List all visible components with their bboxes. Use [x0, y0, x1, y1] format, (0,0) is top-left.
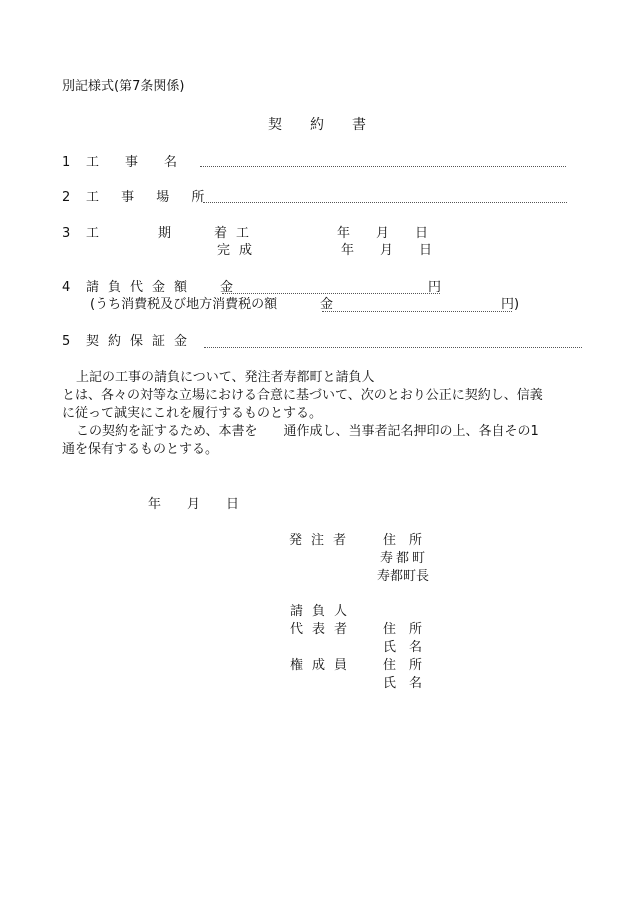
item-number-3: 3 — [62, 226, 71, 241]
period-label-a: 工 — [86, 226, 100, 241]
document-title: 契 約 書 — [268, 117, 366, 133]
orderer-label: 発注者 — [289, 533, 356, 548]
tax-amount-blank — [322, 311, 512, 312]
contract-amount-blank — [222, 293, 440, 294]
representative-name-label: 氏 名 — [383, 640, 423, 655]
body-line-1: 上記の工事の請負について、発注者寿都町と請負人 — [76, 370, 375, 385]
item-number-2: 2 — [62, 190, 71, 205]
contract-date: 年 月 日 — [148, 497, 240, 512]
orderer-title: 寿都町長 — [377, 569, 430, 584]
start-label: 着工 — [214, 226, 259, 241]
work-site-blank — [203, 202, 567, 203]
work-site-label: 工 事 場 所 — [86, 190, 214, 205]
body-line-5: 通を保有するものとする。 — [62, 442, 219, 457]
tax-label: (うち消費税及び地方消費税の額 — [90, 297, 278, 312]
form-label: 別記様式(第7条関係) — [62, 79, 185, 94]
member-address-label: 住 所 — [383, 658, 423, 673]
work-name-label: 工 事 名 — [86, 155, 178, 170]
end-date: 年 月 日 — [341, 243, 433, 258]
representative-address-label: 住 所 — [383, 622, 423, 637]
guarantee-label: 契約保証金 — [86, 334, 197, 349]
orderer-name: 寿都町 — [380, 551, 429, 566]
start-date: 年 月 日 — [337, 226, 429, 241]
item-number-1: 1 — [62, 155, 71, 170]
body-line-4: この契約を証するため、本書を 通作成し、当事者記名押印の上、各自その1 — [76, 424, 539, 439]
member-name-label: 氏 名 — [383, 676, 423, 691]
end-label: 完成 — [217, 243, 262, 258]
tax-suffix: 円) — [501, 297, 520, 312]
contractor-label: 請負人 — [290, 604, 357, 619]
member-label: 権成員 — [290, 658, 357, 673]
item-number-5: 5 — [62, 334, 71, 349]
guarantee-blank — [204, 347, 582, 348]
body-line-2: とは、各々の対等な立場における合意に基づいて、次のとおり公正に契約し、信義 — [62, 388, 543, 403]
contract-amount-label: 請負代金額 — [86, 280, 197, 295]
body-line-3: に従って誠実にこれを履行するものとする。 — [62, 406, 323, 421]
period-label-b: 期 — [158, 226, 172, 241]
item-number-4: 4 — [62, 280, 71, 295]
representative-label: 代表者 — [290, 622, 357, 637]
orderer-address-label: 住 所 — [383, 533, 423, 548]
work-name-blank — [200, 166, 566, 167]
tax-prefix: 金 — [320, 297, 334, 312]
yen-prefix: 金 — [220, 280, 234, 295]
yen-suffix: 円 — [428, 280, 442, 295]
